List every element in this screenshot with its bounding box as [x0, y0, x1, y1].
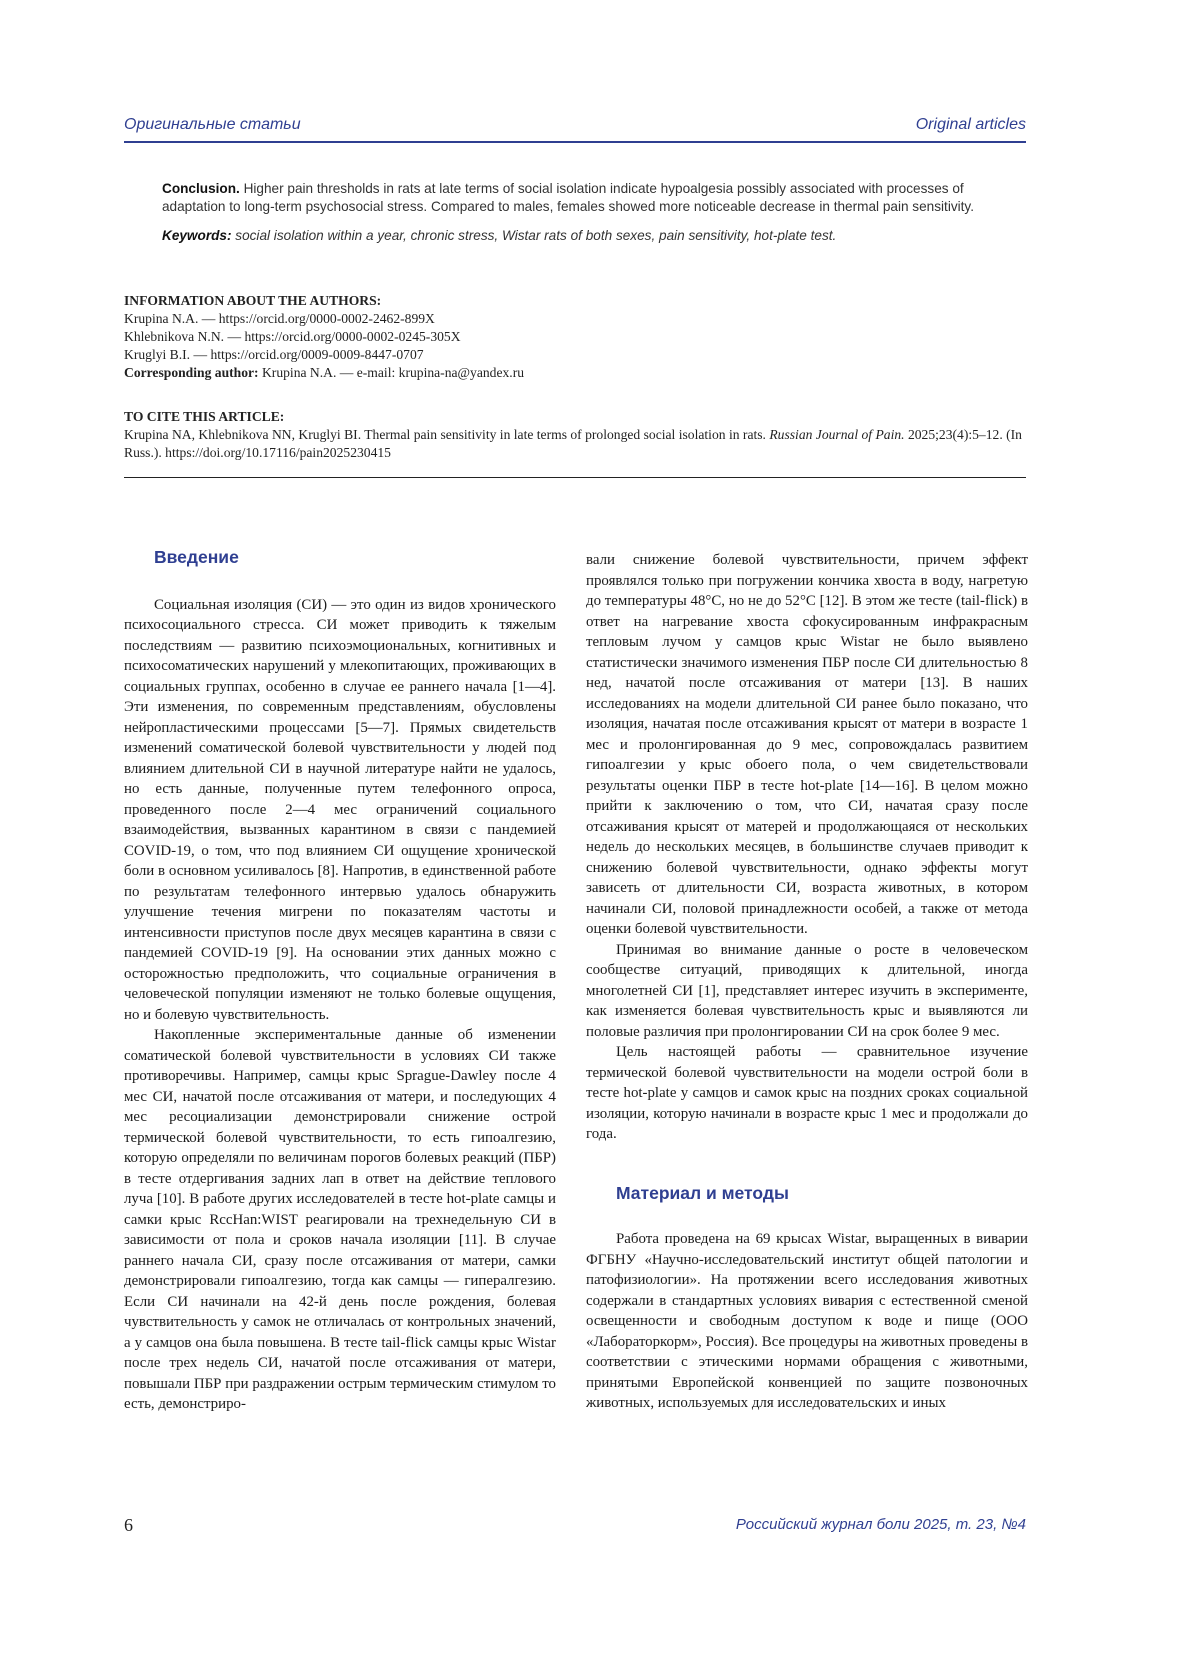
citation-journal: Russian Journal of Pain.: [769, 427, 905, 442]
authors-info-heading: INFORMATION ABOUT THE AUTHORS:: [124, 293, 382, 308]
section-title-methods: Материал и методы: [616, 1182, 789, 1203]
running-header: [124, 112, 1026, 142]
citation-rule: [124, 477, 1026, 478]
citation-heading: TO CITE THIS ARTICLE:: [124, 409, 285, 424]
body-paragraph: Принимая во внимание данные о росте в человеческом сообществе ситуаций, приводящих к длительной, иногда многолетней СИ [1], представляет интерес изучить в эксперименте, как изменяется болевая чувствительность крыс и выявляются ли половые различия при пролонгировании СИ на срок более 9 мес.: [586, 941, 1028, 1040]
body-paragraph: Цель настоящей работы — сравнительное изучение термической болевой чувствительности на модели острой боли в тесте hot-plate у самцов и самок крыс на поздних сроках социальной изоляции, которую начинали в возрасте крыс 1 мес и продолжали до года.: [586, 1044, 1028, 1142]
author-line: Khlebnikova N.N. — https://orcid.org/0000-0002-0245-305X: [124, 329, 461, 344]
citation-authors-title: Krupina NA, Khlebnikova NN, Kruglyi BI. Thermal pain sensitivity in late terms of prolonged social isolation in rats.: [124, 427, 766, 442]
body-paragraph: вали снижение болевой чувствительности, причем эффект проявлялся только при погружении кончика хвоста в воду, нагретую до температуры 48°С, но не до 52°С [12]. В этом же тесте (tail-flick) в ответ на нагревание хвоста сфокусированным инфракрасным тепловым лучом у самцов крыс Wistar не было выявлено статистически значимого изменения ПБР после СИ длительностью 8 нед, начатой после отсаживания от матери [13]. В наших исследованиях на модели длительной СИ ранее было показано, что изоляция, начатая после отсаживания крысят от матери в возрасте 1 мес и пролонгированная до 9 мес, сопровождалась развитием гипоалгезии у крыс обоего пола, о чем свидетельствовали результаты оценки ПБР в тесте hot-plate [14—16]. В целом можно прийти к заключению о том, что СИ, начатая сразу после отсаживания крысят от матерей и продолжающаяся от нескольких недель до нескольких месяцев, в большинстве случаев приводит к снижению болевой чувствительности, однако эффекты могут зависеть от длительности СИ, возраста животных, в котором начинали СИ, половой принадлежности особей, а также от метода оценки болевой чувствительности.: [586, 552, 1028, 937]
corresponding-author: [124, 364, 1024, 382]
left-column: [124, 548, 556, 1415]
right-column: [586, 550, 1028, 1414]
author-line: Kruglyi B.I. — https://orcid.org/0009-0009-8447-0707: [124, 347, 424, 362]
corresponding-text: Krupina N.A. — e-mail: krupina-na@yandex.ru: [261, 365, 525, 380]
keywords-label: Keywords:: [162, 228, 232, 243]
citation-details: 2025;23(4):5–12. (In Russ.). https://doi.org/10.17116/pain2025230415: [124, 427, 1022, 460]
citation-text: [124, 426, 1029, 462]
body-paragraph: Работа проведена на 69 крысах Wistar, выращенных в виварии ФГБНУ «Научно-исследовательский институт общей патологии и патофизиологии». На протяжении всего исследования животных содержали в стандартных условиях вивария с естественной сменой освещенности и свободным доступом к воде и пище (ООО «Лабораторкорм», Россия). Все процедуры на животных проведены в соответствии с этическими нормами обращения с животными, принятыми Европейской конвенцией по защите позвоночных животных, используемых для исследовательских и иных: [586, 1231, 1028, 1411]
abstract-block: [162, 180, 1007, 256]
conclusion-label: Conclusion.: [162, 181, 240, 196]
page-number: 6: [124, 1515, 133, 1535]
body-paragraph: Социальная изоляция (СИ) — это один из видов хронического психосоциального стресса. СИ может приводить к тяжелым последствиям — развитию психоэмоциональных, когнитивных и психосоматических нарушений у млекопитающих, проживающих в социальных группах, особенно в случае ее раннего начала [1—4]. Эти изменения, по современным представлениям, обусловлены нейропластическими процессами [5—7]. Прямых свидетельств изменений соматической болевой чувствительности у людей под влиянием длительной СИ в научной литературе найти не удалось, но есть данные, полученные путем телефонного опроса, проведенного после 2—4 мес ограничений социального взаимодействия, вызванных карантином в связи с пандемией COVID-19, о том, что под влиянием СИ ощущение хронической боли в основном усиливалось [8]. Напротив, в единственной работе по результатам телефонного интервью удалось обнаружить улучшение течения мигрени по показателям частоты и интенсивности приступов после двух месяцев карантина в связи с пандемией COVID-19 [9]. На основании этих данных можно с осторожностью предположить, что социальные ограничения в человеческой популяции изменяют не только болевые ощущения, но и болевую чувствительность.: [124, 596, 556, 1023]
keywords-paragraph: [162, 227, 1007, 245]
journal-footer: Российский журнал боли 2025, т. 23, №4: [735, 1516, 1026, 1533]
section-title-introduction: Введение: [154, 547, 239, 567]
conclusion-paragraph: [162, 180, 1007, 216]
corresponding-label: Corresponding author:: [124, 365, 259, 380]
section-label-en: Original articles: [915, 116, 1026, 133]
section-label-ru: Оригинальные статьи: [124, 116, 301, 133]
header-rule: [124, 141, 1026, 143]
keywords-text: social isolation within a year, chronic stress, Wistar rats of both sexes, pain sensitivity, hot-plate test.: [235, 228, 837, 243]
authors-info: [124, 292, 1024, 382]
author-line: Krupina N.A. — https://orcid.org/0000-0002-2462-899X: [124, 311, 435, 326]
citation-block: [124, 408, 1029, 462]
body-paragraph: Накопленные экспериментальные данные об изменении соматической болевой чувствительности в условиях СИ также противоречивы. Например, самцы крыс Sprague-Dawley после 4 мес СИ, начатой после отсаживания от матери, и последующих 4 мес ресоциализации демонстрировали снижение острой термической болевой чувствительности, то есть гипоалгезию, которую определяли по величинам порогов болевых реакций (ПБР) в тесте отдергивания задних лап в ответ на действие теплового луча [10]. В работе других исследователей в тесте hot-plate самцы и самки крыс RccHan:WIST реагировали на трехнедельную СИ в зависимости от пола и сроков начала изоляции [11]. В случае раннего начала СИ, сразу после отсаживания от матери, самки демонстрировали гипоалгезию, тогда как самцы — гипералгезию. Если СИ начинали на 42-й день после рождения, болевая чувствительность у самок не отличалась от контрольных значений, а у самцов она была повышена. В тесте tail-flick самцы крыс Wistar после трех недель СИ, начатой после отсаживания от матери, повышали ПБР при раздражении острым термическим стимулом то есть, демонстриро-: [124, 1027, 556, 1412]
conclusion-text: Higher pain thresholds in rats at late terms of social isolation indicate hypoalgesia possibly associated with processes of adaptation to long-term psychosocial stress. Compared to males, females showed more noticeable decrease in thermal pain sensitivity.: [162, 181, 974, 214]
